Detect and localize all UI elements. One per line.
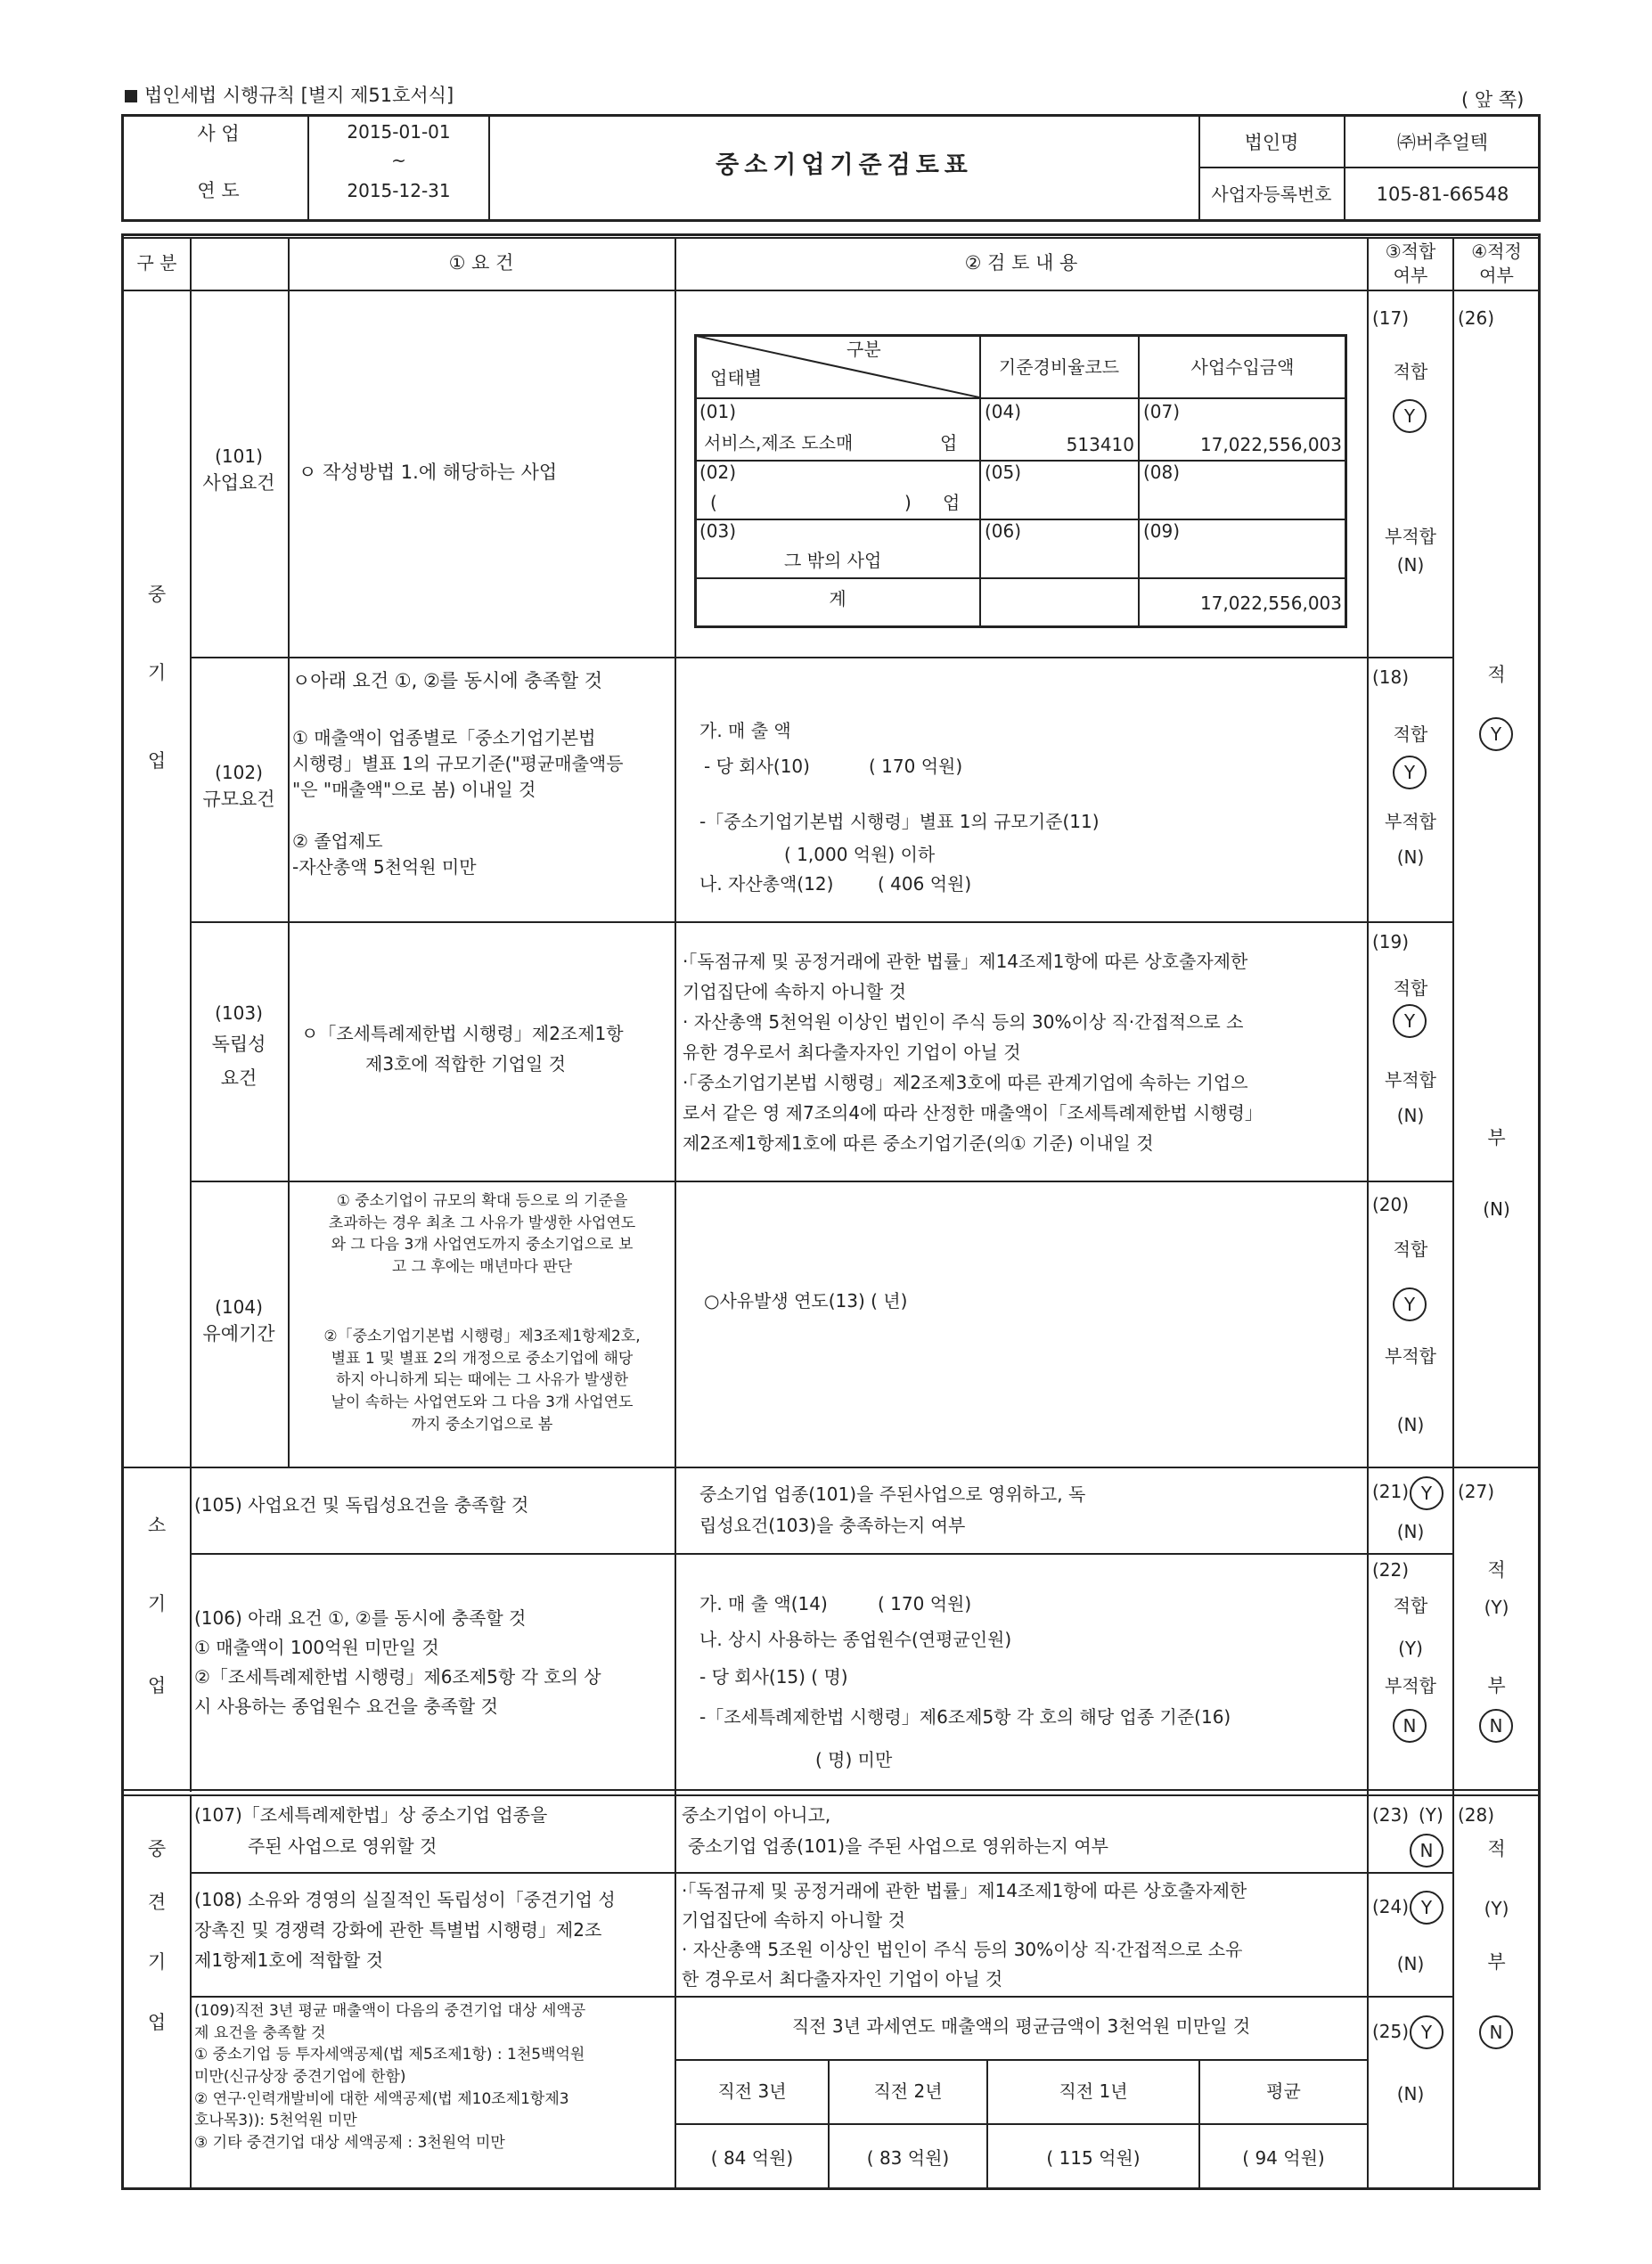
r105-rev-1: 중소기업 업종(101)을 주된사업으로 영위하고, 독 [699, 1483, 1086, 1505]
r109-req-0: (109)직전 3년 평균 매출액이 다음의 중견기업 대상 세액공 [194, 2002, 586, 2020]
tbl-up1: 업 [940, 432, 958, 454]
form-label: 법인세법 시행규칙 [별지 제51호서식] [125, 85, 454, 107]
r104-fit-label: 적합 [1393, 1238, 1428, 1260]
r106-rev-std-val: ( 명) 미만 [815, 1749, 893, 1770]
r103-rev-3: 유한 경우로서 최다출자자인 기업이 아닐 것 [683, 1042, 1021, 1063]
sme-cat-3: 업 [147, 750, 167, 772]
r104-review: ○사유발생 연도(13) ( 년) [704, 1290, 908, 1312]
col-fit-1: ③적합 [1385, 241, 1436, 262]
tbl-amount-header: 사업수입금액 [1190, 356, 1295, 378]
tbl-gubun: 구분 [846, 339, 881, 360]
r104-requirement-1 [290, 1190, 674, 1279]
sme-proper-y-circled: Y [1479, 717, 1513, 751]
r102-req-1 [292, 696, 671, 725]
r106-rev-a-val: ( 170 억원) [878, 1593, 972, 1614]
r109-req-5: 호나목3)): 5천억원 미만 [194, 2112, 357, 2130]
r104-req2-0: ②「중소기업기본법 시행령」제3조제1항제2호, [323, 1328, 641, 1345]
r104-req2-4: 까지 중소기업으로 봄 [411, 1415, 553, 1434]
r109-year-value-0: ( 84 억원) [710, 2147, 794, 2169]
r106-rev-a: 가. 매 출 액(14) [699, 1593, 828, 1614]
page-side-label: ( 앞 쪽) [1461, 89, 1525, 110]
tbl-c04: (04) [985, 401, 1022, 422]
r106-fit-code: (22) [1372, 1559, 1410, 1581]
col-proper-2: 여부 [1479, 265, 1514, 286]
r109-year-header-3: 평균 [1266, 2080, 1301, 2102]
r108-req-1: 장촉진 및 경쟁력 강화에 관한 특별법 시행령」제2조 [194, 1919, 602, 1941]
r109-requirement [194, 2000, 671, 2154]
tbl-paren-close: ) [904, 492, 912, 513]
mid-cat-1: 중 [147, 1838, 167, 1859]
r103-fit-code: (19) [1372, 931, 1410, 952]
mid-proper-jeok: 적 [1487, 1838, 1506, 1859]
end-date: 2015-12-31 [347, 180, 451, 201]
sme-proper-jeok: 적 [1487, 664, 1506, 685]
r107-req-2: 주된 사업으로 영위할 것 [248, 1835, 438, 1857]
mid-cat-3: 기 [147, 1951, 167, 1973]
r102-unfit-n: (N) [1396, 846, 1425, 868]
r108-req-0: (108) 소유와 경영의 실질적인 독립성이「중견기업 성 [194, 1889, 616, 1910]
tbl-c07: (07) [1143, 401, 1181, 422]
r103-review [683, 946, 1363, 1158]
r109-req-6: ③ 기타 중견기업 대상 세액공제 : 3천원억 미만 [194, 2133, 505, 2152]
r104-req1-1: 초과하는 경우 최초 그 사유가 발생한 사업연도 [328, 1214, 636, 1232]
r109-year-value-1: ( 83 억원) [866, 2147, 950, 2169]
r102-fit-code: (18) [1372, 666, 1410, 688]
r103-rev-1: 기업집단에 속하지 아니할 것 [683, 981, 906, 1002]
tbl-total-label: 계 [829, 588, 846, 609]
small-cat-2: 기 [147, 1593, 167, 1614]
r102-unfit-label: 부적합 [1385, 811, 1436, 832]
small-cat-1: 소 [147, 1515, 167, 1536]
tbl-c09: (09) [1143, 520, 1181, 542]
r109-fit-n: (N) [1396, 2083, 1425, 2105]
small-proper-code: (27) [1458, 1481, 1495, 1502]
r107-fit-y: (Y) [1419, 1804, 1443, 1826]
sme-proper-code: (26) [1458, 307, 1495, 329]
r102-rev-std-val: ( 1,000 억원) 이하 [784, 844, 936, 865]
r105-rev-2: 립성요건(103)을 충족하는지 여부 [699, 1515, 966, 1536]
r102-req-4: "은 "매출액"으로 봄) 이내일 것 [292, 779, 536, 800]
mid-proper-n-circled: N [1479, 2015, 1513, 2049]
r102-fit-label: 적합 [1393, 723, 1428, 745]
small-proper-n-circled: N [1479, 1709, 1513, 1743]
r101-fit-y-circled: Y [1393, 399, 1427, 433]
tbl-paren-open: ( [710, 492, 717, 513]
col-category: 구 분 [136, 252, 177, 274]
r109-req-1: 제 요건을 충족할 것 [194, 2023, 326, 2042]
year-label-top: 사 업 [197, 123, 240, 144]
r102-req-5 [292, 803, 671, 829]
r108-rev-2: · 자산총액 5조원 이상인 법인이 주식 등의 30%이상 직·간접적으로 소유 [682, 1939, 1243, 1960]
r103-code: (103) [215, 1002, 263, 1024]
mid-proper-bu: 부 [1487, 1951, 1506, 1973]
r102-rev-own: - 당 회사(10) [704, 756, 810, 777]
r104-fit-y-circled: Y [1393, 1287, 1427, 1321]
r103-rev-6: 제2조제1항제1호에 따른 중소기업기준(의① 기준) 이내일 것 [683, 1132, 1154, 1154]
r103-req-1: ㅇ「조세특례제한법 시행령」제2조제1항 [301, 1023, 624, 1044]
r105-fit-n: (N) [1396, 1521, 1425, 1542]
r103-rev-2: · 자산총액 5천억원 이상인 법인이 주식 등의 30%이상 직·간접적으로 소 [683, 1011, 1244, 1033]
tbl-c05: (05) [985, 462, 1022, 483]
r103-rev-4: ·「중소기업기본법 시행령」제2조제3호에 따른 관계기업에 속하는 기업으 [683, 1072, 1248, 1093]
r107-rev-2: 중소기업 업종(101)을 주된 사업으로 영위하는지 여부 [688, 1835, 1108, 1857]
r105-fit-y-circled: Y [1410, 1476, 1443, 1510]
small-proper-bu: 부 [1487, 1675, 1506, 1696]
r109-year-header-2: 직전 1년 [1059, 2080, 1128, 2102]
r109-year-header-1: 직전 2년 [873, 2080, 943, 2102]
r101-requirement: ㅇ 작성방법 1.에 해당하는 사업 [299, 462, 558, 483]
reg-no: 105-81-66548 [1376, 184, 1509, 205]
mid-cat-4: 업 [147, 2012, 167, 2033]
r106-req-3: 시 사용하는 종업원수 요건을 충족할 것 [194, 1696, 498, 1717]
r109-req-4: ② 연구·인력개발비에 대한 세액공제(법 제10조제1항제3 [194, 2089, 569, 2108]
tbl-total: 17,022,556,003 [1199, 593, 1342, 614]
r109-year-header-0: 직전 3년 [717, 2080, 787, 2102]
start-date: 2015-01-01 [347, 121, 451, 143]
r103-unfit-label: 부적합 [1385, 1069, 1436, 1091]
tbl-code-header: 기준경비율코드 [998, 356, 1120, 378]
r106-rev-b: 나. 상시 사용하는 종업원수(연평균인원) [699, 1629, 1012, 1650]
r109-fit-y-circled: Y [1410, 2015, 1443, 2049]
corp-name-label: 법인명 [1244, 132, 1299, 153]
r104-name: 유예기간 [202, 1323, 275, 1345]
r102-req-3: 시행령」별표 1의 규모기준("평균매출액등 [292, 753, 624, 774]
r105-requirement: (105) 사업요건 및 독립성요건을 충족할 것 [194, 1494, 529, 1516]
r104-req1-0: ① 중소기업이 규모의 확대 등으로 의 기준을 [336, 1192, 628, 1210]
r108-rev-1: 기업집단에 속하지 아니할 것 [682, 1909, 905, 1931]
r105-fit-code: (21) [1372, 1481, 1410, 1502]
r108-fit-y-circled: Y [1410, 1891, 1443, 1925]
r103-name-1: 독립성 [211, 1034, 266, 1055]
r109-req-2: ① 중소기업 등 투자세액공제(법 제5조제1항) : 1천5백억원 [194, 2046, 585, 2064]
r106-requirement [194, 1604, 671, 1721]
r109-req-3: 미만(신규상장 중견기업에 한함) [194, 2067, 406, 2086]
corp-name: ㈜버추얼텍 [1396, 132, 1489, 153]
r108-fit-code: (24) [1372, 1896, 1410, 1917]
r109-rev-title: 직전 3년 과세연도 매출액의 평균금액이 3천억원 미만일 것 [791, 2015, 1251, 2037]
r106-rev-own: - 당 회사(15) ( 명) [699, 1666, 848, 1688]
r103-req-2: 제3호에 적합한 기업일 것 [365, 1053, 566, 1075]
mid-cat-2: 견 [147, 1892, 167, 1913]
mid-proper-code: (28) [1458, 1804, 1495, 1826]
r102-requirement [292, 666, 671, 880]
r106-fit-y: (Y) [1398, 1638, 1423, 1659]
tbl-other: 그 밖의 사업 [784, 550, 882, 571]
r102-req-2: ① 매출액이 업종별로「중소기업기본법 [292, 727, 596, 748]
sme-cat-2: 기 [147, 662, 167, 683]
r107-fit-code: (23) [1372, 1804, 1410, 1826]
r104-unfit-label: 부적합 [1385, 1345, 1436, 1367]
r102-name: 규모요건 [202, 789, 275, 810]
r103-fit-y-circled: Y [1393, 1004, 1427, 1038]
r104-code: (104) [215, 1296, 263, 1318]
r106-fit-label: 적합 [1393, 1595, 1428, 1616]
r108-req-2: 제1항제1호에 적합할 것 [194, 1949, 384, 1971]
tbl-industry: 업태별 [710, 367, 762, 388]
r104-req2-3: 날이 속하는 사업연도와 그 다음 3개 사업연도 [331, 1393, 634, 1411]
r103-unfit-n: (N) [1396, 1105, 1425, 1126]
date-tilde: ~ [391, 150, 406, 171]
r108-review [682, 1876, 1363, 1994]
r107-rev-1: 중소기업이 아니고, [682, 1804, 831, 1826]
r108-rev-3: 한 경우로서 최다출자자인 기업이 아닐 것 [682, 1968, 1003, 1990]
tbl-c06: (06) [985, 520, 1022, 542]
reg-no-label: 사업자등록번호 [1211, 184, 1332, 205]
r103-name-2: 요건 [220, 1067, 258, 1089]
year-label-bottom: 연 도 [197, 180, 240, 201]
r102-req-6: ② 졸업제도 [292, 830, 383, 852]
r104-requirement-2 [290, 1326, 674, 1435]
r107-req-1: (107)「조세특례제한법」상 중소기업 업종을 [194, 1804, 548, 1826]
r102-req-0: ㅇ아래 요건 ①, ②를 동시에 충족할 것 [292, 670, 603, 691]
r104-req1-2: 와 그 다음 3개 사업연도까지 중소기업으로 보 [331, 1236, 634, 1255]
sme-proper-n: (N) [1483, 1198, 1510, 1220]
r102-rev-a: 가. 매 출 액 [699, 720, 791, 741]
r102-rev-std: -「중소기업기본법 시행령」별표 1의 규모기준(11) [699, 811, 1100, 832]
r104-fit-code: (20) [1372, 1194, 1410, 1215]
r102-code: (102) [215, 762, 263, 783]
tbl-c02: (02) [699, 462, 737, 483]
square-bullet-icon [125, 90, 137, 102]
tbl-code-value: 513410 [1066, 434, 1134, 455]
tbl-amount-1: 17,022,556,003 [1199, 434, 1342, 455]
r107-fit-n-circled: N [1410, 1834, 1443, 1868]
r106-rev-std: -「조세특례제한법 시행령」제6조제5항 각 호의 해당 업종 기준(16) [699, 1706, 1231, 1728]
r109-year-value-3: ( 94 억원) [1242, 2147, 1325, 2169]
tbl-c03: (03) [699, 520, 737, 542]
col-requirement: ① 요 건 [448, 252, 514, 274]
r102-rev-asset: 나. 자산총액(12) [699, 873, 834, 895]
r108-requirement [194, 1884, 671, 1975]
col-review: ② 검 토 내 용 [964, 252, 1078, 274]
sme-cat-1: 중 [147, 584, 167, 605]
small-cat-3: 업 [147, 1675, 167, 1696]
r104-req2-2: 하지 아니하게 되는 때에는 그 사유가 발생한 [335, 1371, 629, 1390]
r101-fit-code: (17) [1372, 307, 1410, 329]
r106-req-2: ②「조세특례제한법 시행령」제6조제5항 각 호의 상 [194, 1666, 601, 1688]
r103-rev-5: 로서 같은 영 제7조의4에 따라 산정한 매출액이「조세특례제한법 시행령」 [683, 1102, 1263, 1124]
r101-name: 사업요건 [202, 472, 275, 494]
r102-req-7: -자산총액 5천억원 미만 [292, 856, 477, 878]
r102-rev-asset-val: ( 406 억원) [878, 873, 972, 895]
page-title: 중소기업기준검토표 [716, 151, 973, 179]
r104-req2-1: 별표 1 및 별표 2의 개정으로 중소기업에 해당 [331, 1349, 634, 1368]
r102-fit-y-circled: Y [1393, 756, 1427, 789]
r109-year-value-2: ( 115 억원) [1046, 2147, 1141, 2169]
r101-unfit-n: (N) [1396, 554, 1425, 576]
r101-fit-label: 적합 [1393, 361, 1428, 382]
r106-unfit-label: 부적합 [1385, 1675, 1436, 1696]
mid-proper-y: (Y) [1484, 1898, 1509, 1919]
tbl-c01: (01) [699, 401, 737, 422]
sme-proper-bu: 부 [1487, 1127, 1506, 1148]
col-proper-1: ④적정 [1471, 241, 1522, 262]
r101-code: (101) [215, 445, 263, 467]
col-fit-2: 여부 [1393, 265, 1428, 286]
tbl-service: 서비스,제조 도소매 [704, 432, 854, 454]
r106-req-0: (106) 아래 요건 ①, ②를 동시에 충족할 것 [194, 1607, 527, 1629]
small-proper-y: (Y) [1484, 1597, 1509, 1618]
r104-unfit-n: (N) [1396, 1414, 1425, 1435]
small-proper-jeok: 적 [1487, 1559, 1506, 1581]
r106-unfit-n-circled: N [1393, 1709, 1427, 1743]
tbl-up2: 업 [943, 492, 961, 513]
r109-fit-code: (25) [1372, 2021, 1410, 2042]
tbl-c08: (08) [1143, 462, 1181, 483]
r104-req1-3: 고 그 후에는 매년마다 판단 [391, 1257, 573, 1276]
r102-rev-own-val: ( 170 억원) [869, 756, 963, 777]
r101-unfit-label: 부적합 [1385, 526, 1436, 547]
r106-req-1: ① 매출액이 100억원 미만일 것 [194, 1637, 439, 1658]
r108-fit-n: (N) [1396, 1953, 1425, 1974]
r103-rev-0: ·「독점규제 및 공정거래에 관한 법률」제14조제1항에 따른 상호출자제한 [683, 951, 1248, 972]
r108-rev-0: ·「독점규제 및 공정거래에 관한 법률」제14조제1항에 따른 상호출자제한 [682, 1880, 1247, 1901]
r103-fit-label: 적합 [1393, 977, 1428, 999]
